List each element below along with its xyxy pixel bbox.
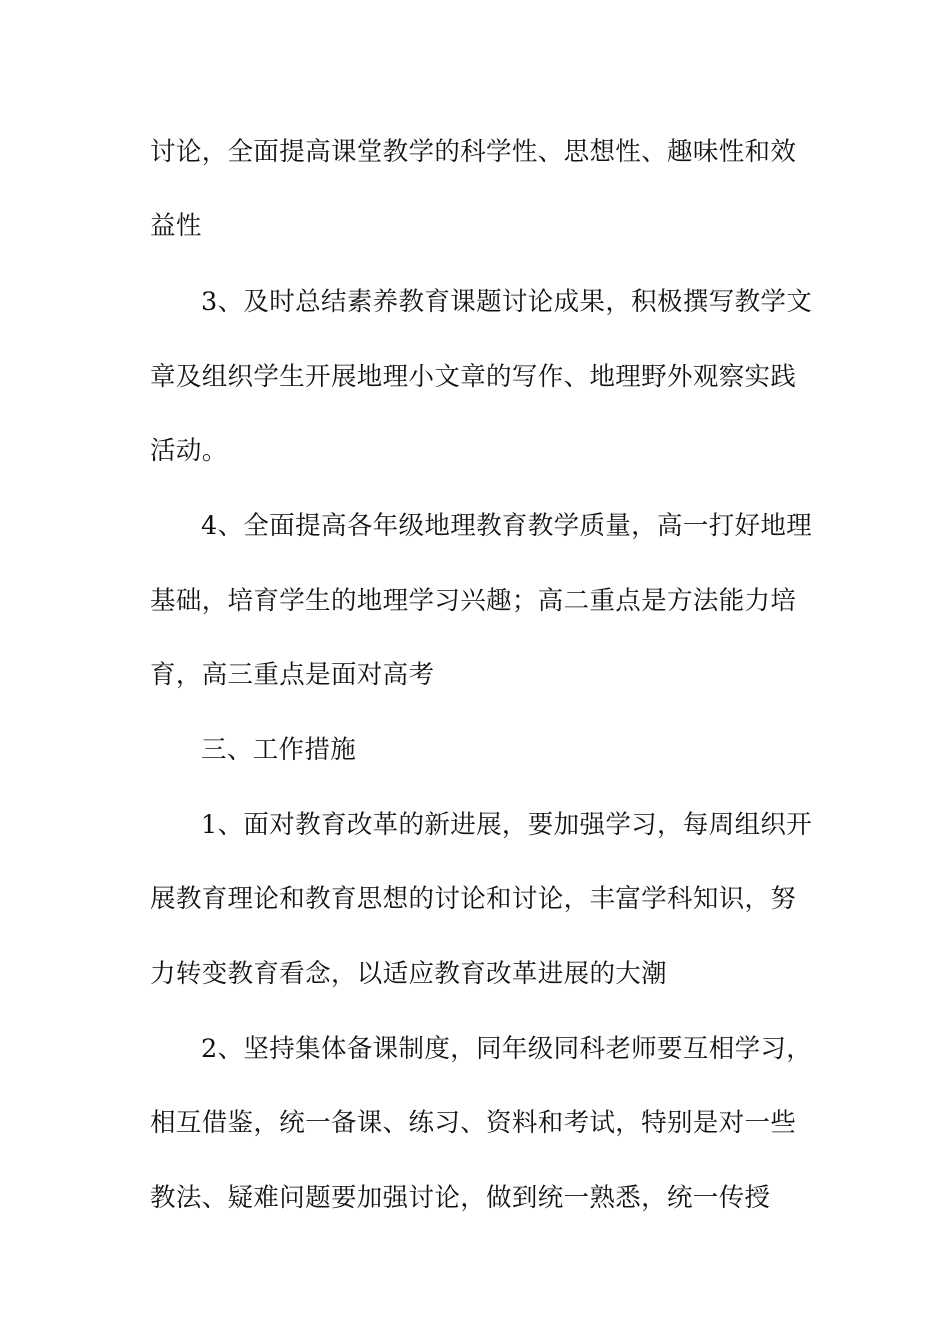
paragraph-start-line: 1、面对教育改革的新进展，要加强学习，每周组织开 xyxy=(201,810,813,840)
text-line: 益性 xyxy=(150,211,202,241)
paragraph-start-line: 3、及时总结素养教育课题讨论成果，积极撰写教学文 xyxy=(201,287,813,317)
section-heading: 三、工作措施 xyxy=(201,735,357,765)
text-line: 基础，培育学生的地理学习兴趣；高二重点是方法能力培 xyxy=(150,586,797,616)
text-line: 力转变教育看念，以适应教育改革进展的大潮 xyxy=(150,959,668,989)
text-line: 育，高三重点是面对高考 xyxy=(150,660,435,690)
text-line: 相互借鉴，统一备课、练习、资料和考试，特别是对一些 xyxy=(150,1108,797,1138)
text-line: 章及组织学生开展地理小文章的写作、地理野外观察实践 xyxy=(150,362,797,392)
text-line: 教法、疑难问题要加强讨论，做到统一熟悉，统一传授 xyxy=(150,1183,771,1213)
text-line: 展教育理论和教育思想的讨论和讨论，丰富学科知识，努 xyxy=(150,884,797,914)
paragraph-start-line: 2、坚持集体备课制度，同年级同科老师要互相学习， xyxy=(201,1034,813,1064)
paragraph-start-line: 4、全面提高各年级地理教育教学质量，高一打好地理 xyxy=(201,511,813,541)
text-line: 讨论，全面提高课堂教学的科学性、思想性、趣味性和效 xyxy=(150,137,797,167)
text-line: 活动。 xyxy=(150,436,228,466)
